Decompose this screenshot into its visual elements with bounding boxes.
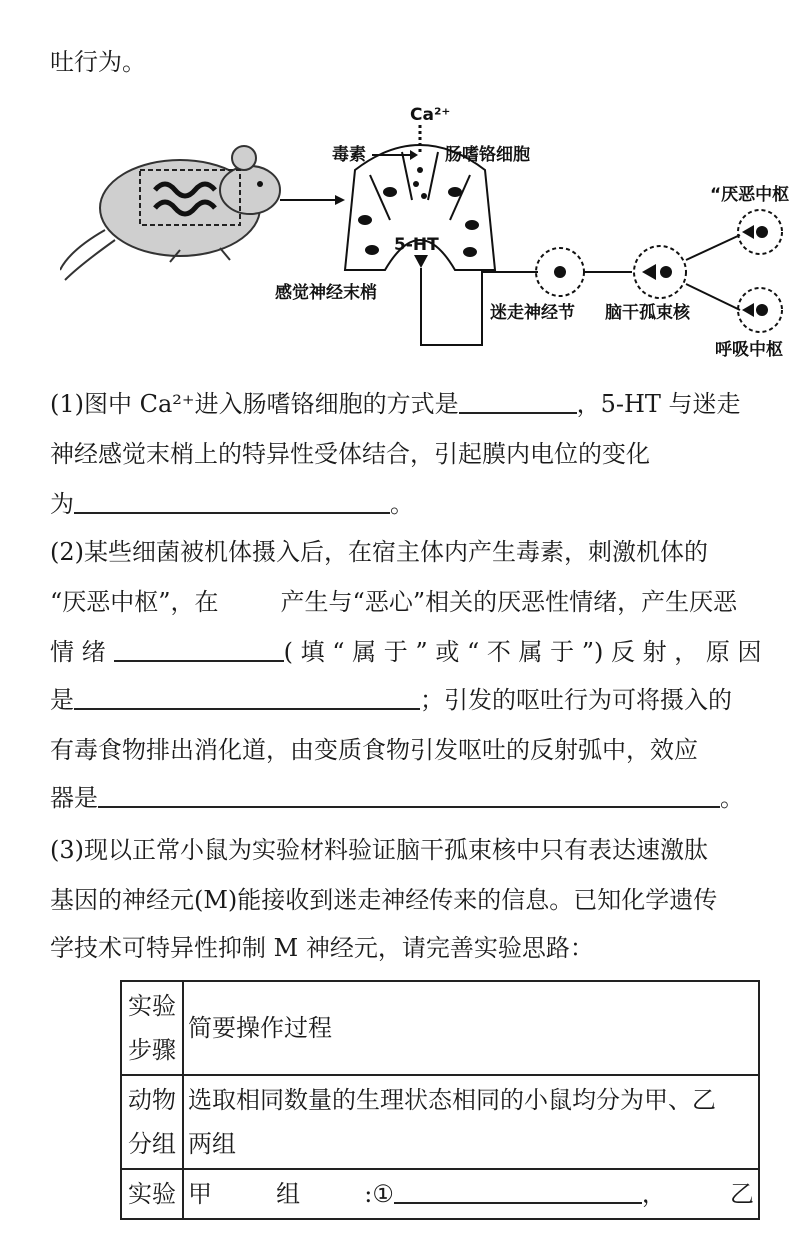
table-body-text: 组 (276, 1180, 301, 1208)
respiratory-center-node (738, 288, 782, 332)
q2-text-b: “厌恶中枢”，在 (50, 588, 219, 616)
disgust-center-label: “厌恶中枢 (710, 185, 790, 205)
table-body-text: 两组 (188, 1130, 236, 1158)
diagram-svg (60, 100, 800, 360)
table-row (121, 1075, 759, 1169)
q1-text-d: 为 (50, 490, 74, 518)
mouse-illustration (60, 146, 280, 280)
q3-text-b: 基因的神经元(M)能接收到迷走神经传来的信息。已知化学遗传 (50, 886, 718, 914)
q2-blank-3[interactable] (98, 778, 720, 808)
table-body-text: 甲 (188, 1180, 212, 1208)
experiment-table (120, 980, 760, 1220)
q1-blank-2[interactable] (74, 484, 390, 514)
serotonin-label: 5-HT (394, 235, 439, 255)
table-head-text: 实验 (128, 1180, 176, 1208)
table-head-text: 分组 (128, 1130, 176, 1158)
table-head-cell (121, 1169, 183, 1219)
disgust-center-node (738, 210, 782, 254)
table-body-text: :① (364, 1180, 394, 1208)
table-body-line (188, 1172, 754, 1216)
q3-text-a: (3)现以正常小鼠为实验材料验证脑干孤束核中只有表达速激肽 (50, 836, 708, 864)
q3-line-3 (50, 924, 758, 972)
q1-text-c: 神经感觉末梢上的特异性受体结合，引起膜内电位的变化 (50, 440, 650, 468)
table-row (121, 1169, 759, 1219)
q2-text-f: 是 (50, 686, 74, 714)
q2-line-1 (50, 528, 758, 576)
table-body-cell (183, 981, 759, 1075)
q1-line-3 (50, 480, 758, 528)
q2-text-g: ；引发的呕吐行为可将摄入的 (420, 686, 732, 714)
table-head-text: 实验 (128, 992, 176, 1020)
table-blank-1[interactable] (394, 1174, 642, 1204)
cell-label: 肠嗜铬细胞 (445, 145, 530, 165)
q2-text-c: 产生与“恶心”相关的厌恶性情绪，产生厌恶 (280, 588, 738, 616)
q2-text-a: (2)某些细菌被机体摄入后，在宿主体内产生毒素，刺激机体的 (50, 538, 708, 566)
q1-line-2 (50, 430, 758, 478)
table-body-text: 乙 (729, 1180, 754, 1208)
vagus-ganglion-label: 迷走神经节 (490, 303, 575, 323)
intro-text-content: 吐行为。 (50, 48, 146, 76)
table-body-cell (183, 1075, 759, 1169)
q3-line-2 (50, 876, 758, 924)
ca-label: Ca²⁺ (410, 105, 451, 125)
q2-text-d: 情 绪 (50, 638, 106, 666)
vagus-ganglion-node (536, 248, 584, 296)
table-row (121, 981, 759, 1075)
respiratory-center-label: 呼吸中枢 (715, 340, 783, 360)
q1-line-1 (50, 380, 758, 428)
q1-text-a: (1)图中 Ca²⁺进入肠嗜铬细胞的方式是 (50, 390, 459, 418)
table-head-text: 步骤 (128, 1036, 176, 1064)
q3-text-c: 学技术可特异性抑制 M 神经元，请完善实验思路： (50, 934, 594, 962)
q2-line-2 (50, 578, 758, 626)
table-head-cell (121, 981, 183, 1075)
solitary-nucleus-node (634, 246, 686, 298)
q2-line-3 (50, 628, 762, 676)
toxin-label: 毒素 (332, 145, 366, 165)
table-body-text: 选取相同数量的生理状态相同的小鼠均分为甲、乙 (188, 1086, 716, 1114)
vomiting-reflex-diagram (60, 100, 800, 360)
q1-text-b: ，5-HT 与迷走 (576, 390, 741, 418)
q2-blank-2[interactable] (74, 680, 420, 710)
table-body-cell (183, 1169, 759, 1219)
sensory-ending-label: 感觉神经末梢 (275, 283, 377, 303)
q2-text-i: 器是 (50, 784, 98, 812)
q3-line-1 (50, 826, 758, 874)
intro-text (50, 38, 758, 86)
q2-line-6 (50, 774, 758, 822)
solitary-nucleus-label: 脑干孤束核 (605, 303, 690, 323)
q2-text-h: 有毒食物排出消化道，由变质食物引发呕吐的反射弧中，效应 (50, 736, 698, 764)
q2-text-j: 。 (720, 784, 744, 812)
q1-text-e: 。 (390, 490, 414, 518)
table-body-blank-group (364, 1172, 666, 1216)
table-head-cell (121, 1075, 183, 1169)
q1-blank-1[interactable] (459, 384, 577, 414)
table-head-text: 动物 (128, 1086, 176, 1114)
table-body-text: 简要操作过程 (188, 1014, 332, 1042)
q2-blank-1[interactable] (114, 632, 284, 662)
q2-line-4 (50, 676, 758, 724)
q2-line-5 (50, 726, 758, 774)
q2-text-e: ( 填 “ 属 于 ” 或 “ 不 属 于 ”) 反 射 ， 原 因 (283, 638, 762, 666)
table-body-text: ， (641, 1180, 666, 1208)
